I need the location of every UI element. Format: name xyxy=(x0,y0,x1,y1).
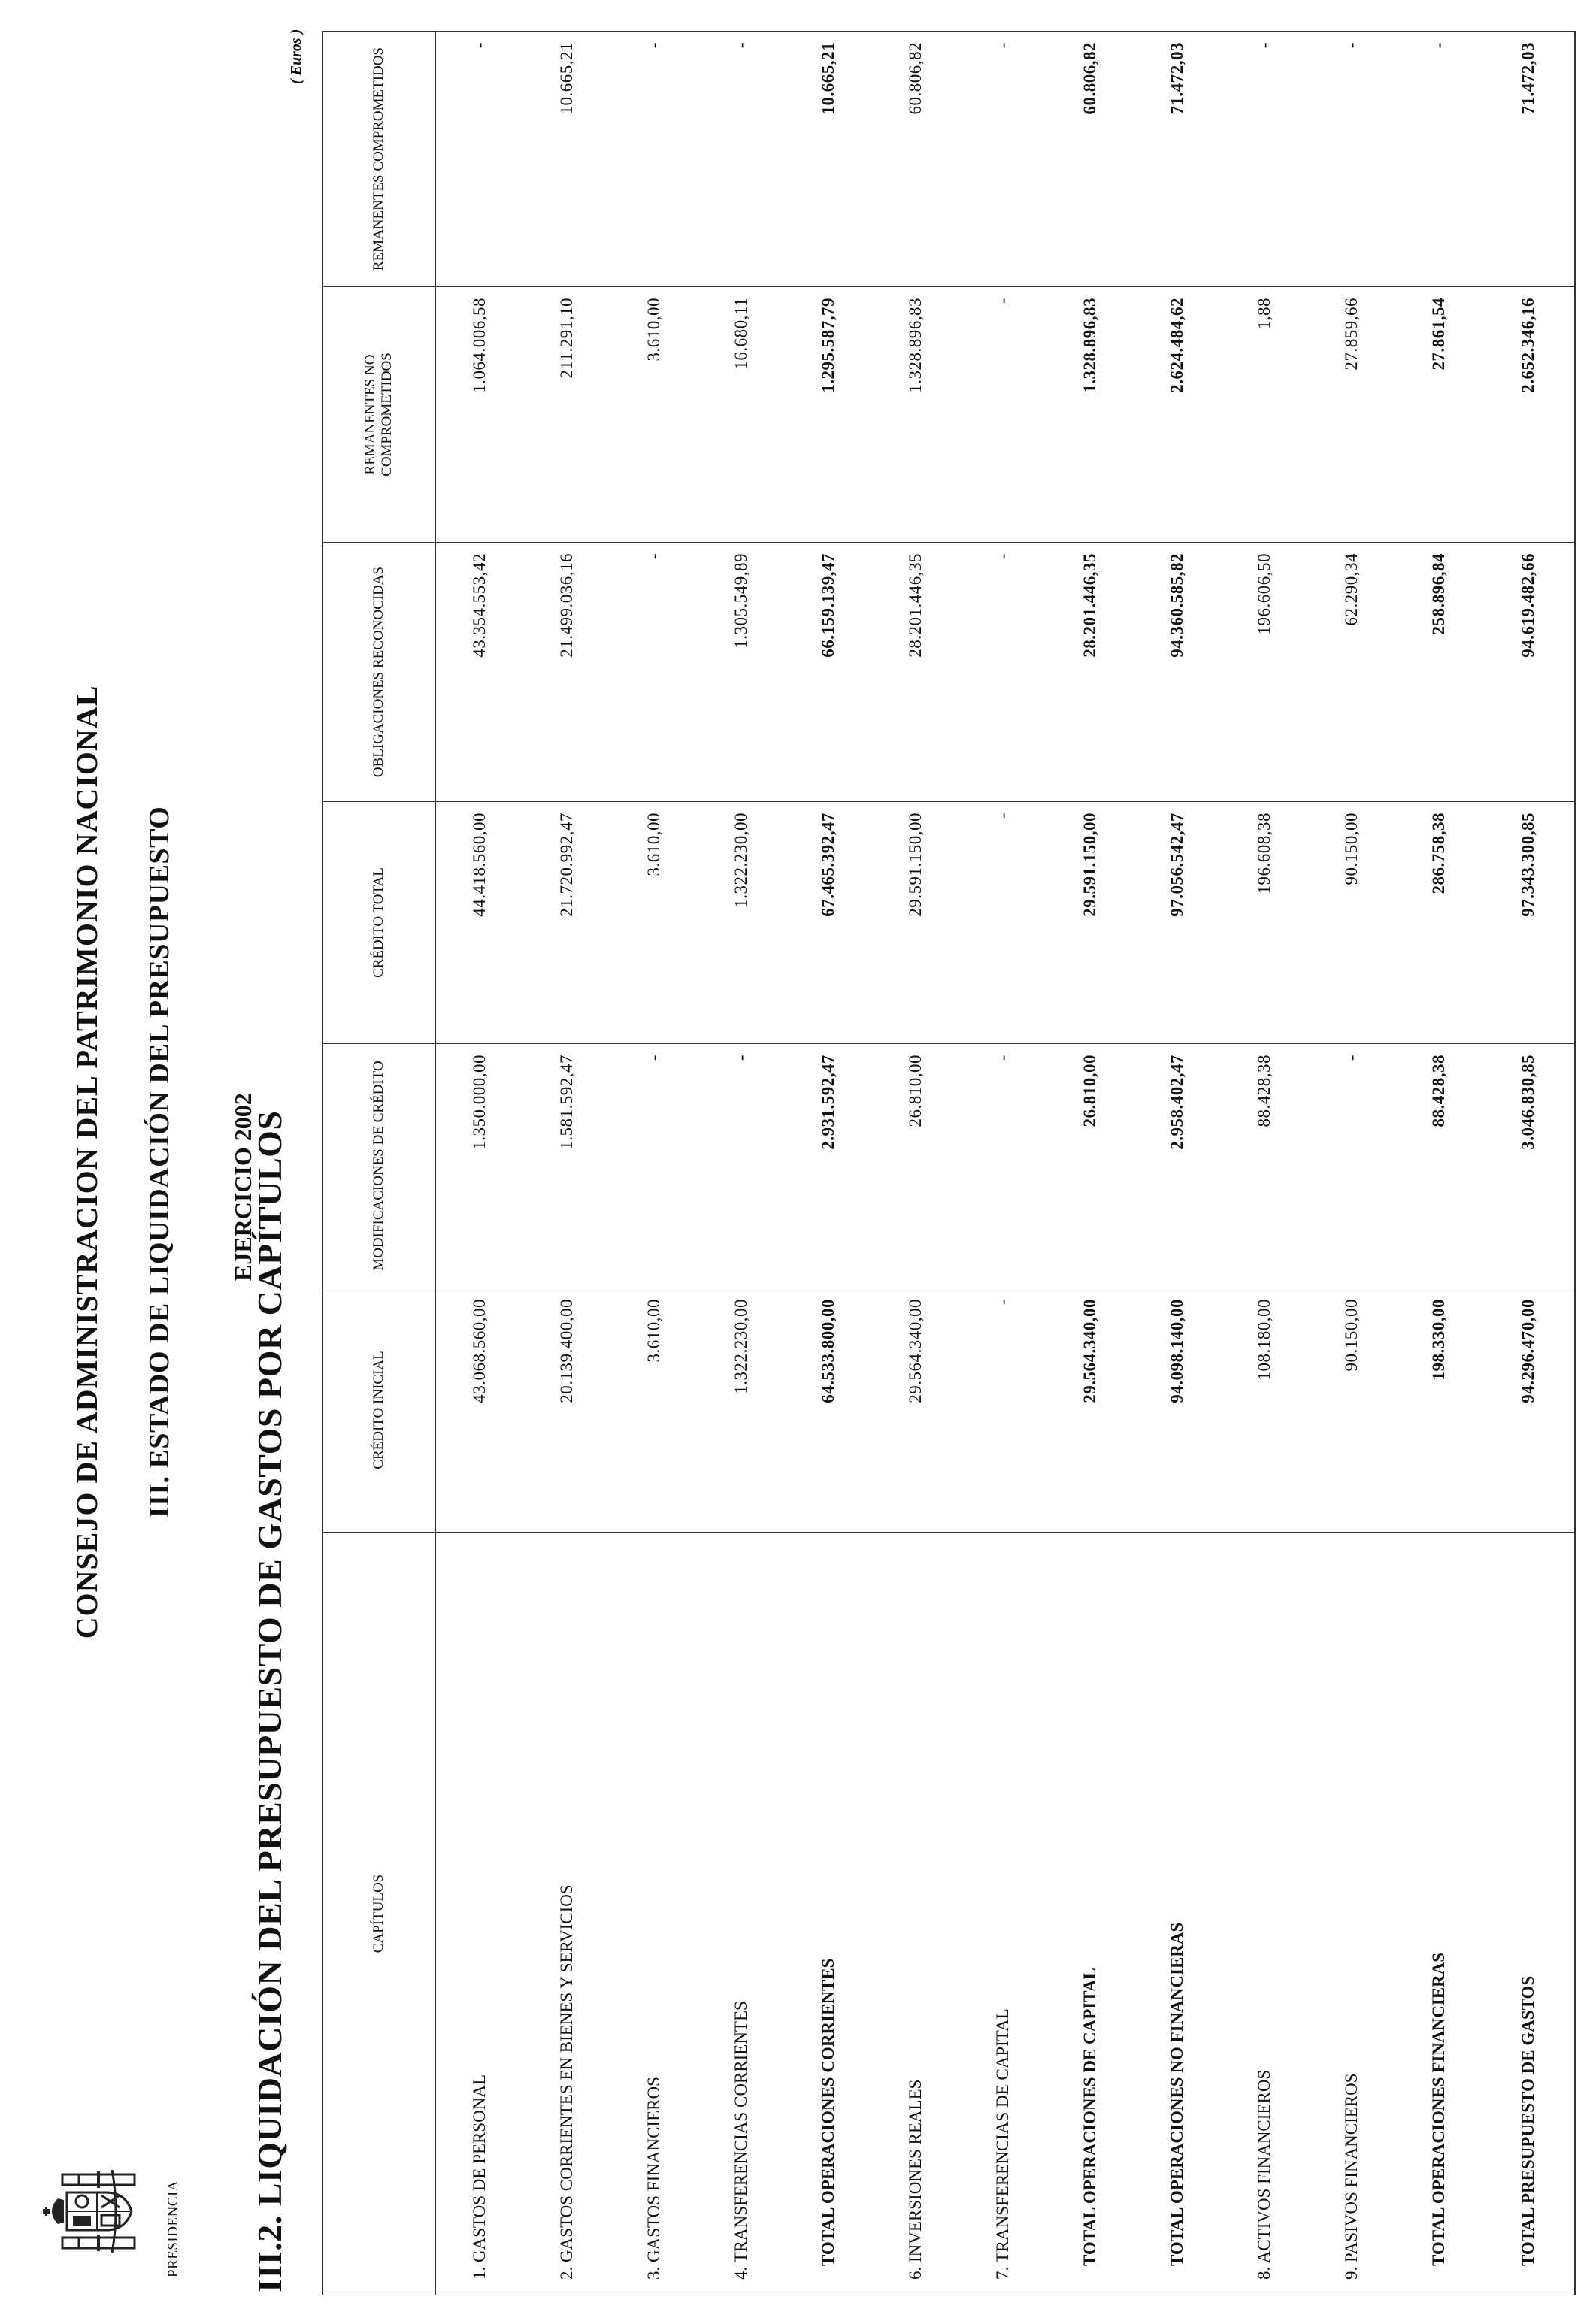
institution-label: PRESIDENCIA xyxy=(165,2180,181,2277)
cell-modificaciones: 3.046.830,85 xyxy=(1482,1044,1575,1288)
cell-obligaciones: 28.201.446,35 xyxy=(1046,543,1134,802)
cell-remanentes-comp: - xyxy=(1308,32,1395,287)
column-header: CAPÍTULOS xyxy=(323,1533,435,2295)
cell-credito-inicial: 94.098.140,00 xyxy=(1134,1288,1221,1533)
cell-modificaciones: 1.350.000,00 xyxy=(435,1044,523,1288)
cell-credito-total: 90.150,00 xyxy=(1308,802,1395,1044)
table-row xyxy=(523,32,610,2295)
row-label: 3. GASTOS FINANCIEROS xyxy=(610,1533,698,2295)
cell-remanentes-no: 1.064.006,58 xyxy=(435,287,523,543)
cell-credito-total: 3.610,00 xyxy=(610,802,698,1044)
cell-remanentes-comp: - xyxy=(959,32,1046,287)
fiscal-year: EJERCICIO 2002 xyxy=(229,1093,256,1281)
cell-remanentes-comp: 71.472,03 xyxy=(1482,32,1575,287)
table-row xyxy=(1221,32,1308,2295)
cell-credito-total: 29.591.150,00 xyxy=(872,802,959,1044)
cell-credito-total: - xyxy=(959,802,1046,1044)
cell-credito-inicial: - xyxy=(959,1288,1046,1533)
cell-remanentes-no: 1.328.896,83 xyxy=(872,287,959,543)
organization-title: CONSEJO DE ADMINISTRACION DEL PATRIMONIO NACIONAL xyxy=(70,685,104,1639)
cell-modificaciones: 88.428,38 xyxy=(1395,1044,1482,1288)
row-label: 4. TRANSFERENCIAS CORRIENTES xyxy=(698,1533,785,2295)
cell-remanentes-no: 211.291,10 xyxy=(523,287,610,543)
cell-obligaciones: - xyxy=(610,543,698,802)
table-total-row xyxy=(785,32,872,2295)
cell-obligaciones: 21.499.036,16 xyxy=(523,543,610,802)
cell-modificaciones: - xyxy=(1308,1044,1395,1288)
cell-credito-inicial: 64.533.800,00 xyxy=(785,1288,872,1533)
cell-modificaciones: - xyxy=(610,1044,698,1288)
row-label: 1. GASTOS DE PERSONAL xyxy=(435,1533,523,2295)
cell-credito-inicial: 198.330,00 xyxy=(1395,1288,1482,1533)
cell-obligaciones: 66.159.139,47 xyxy=(785,543,872,802)
cell-credito-inicial: 3.610,00 xyxy=(610,1288,698,1533)
column-header: MODIFICACIONES DE CRÉDITO xyxy=(323,1044,435,1288)
cell-modificaciones: 88.428,38 xyxy=(1221,1044,1308,1288)
table-row xyxy=(435,32,523,2295)
cell-obligaciones: - xyxy=(959,543,1046,802)
cell-remanentes-no: 1,88 xyxy=(1221,287,1308,543)
table-row xyxy=(872,32,959,2295)
table-total-row xyxy=(1395,32,1482,2295)
cell-modificaciones: 1.581.592,47 xyxy=(523,1044,610,1288)
row-label: 9. PASIVOS FINANCIEROS xyxy=(1308,1533,1395,2295)
cell-obligaciones: 43.354.553,42 xyxy=(435,543,523,802)
cell-credito-total: 97.056.542,47 xyxy=(1134,802,1221,1044)
cell-credito-total: 21.720.992,47 xyxy=(523,802,610,1044)
cell-remanentes-no: 27.861,54 xyxy=(1395,287,1482,543)
column-header: CRÉDITO TOTAL xyxy=(323,802,435,1044)
table-row xyxy=(610,32,698,2295)
cell-credito-inicial: 1.322.230,00 xyxy=(698,1288,785,1533)
cell-credito-inicial: 108.180,00 xyxy=(1221,1288,1308,1533)
budget-table xyxy=(322,31,1576,2295)
cell-credito-total: 1.322.230,00 xyxy=(698,802,785,1044)
cell-obligaciones: 62.290,34 xyxy=(1308,543,1395,802)
row-label: TOTAL OPERACIONES DE CAPITAL xyxy=(1046,1533,1134,2295)
cell-modificaciones: 26.810,00 xyxy=(1046,1044,1134,1288)
row-label: 2. GASTOS CORRIENTES EN BIENES Y SERVICIOS xyxy=(523,1533,610,2295)
table-header-row xyxy=(323,32,435,2295)
cell-remanentes-comp: - xyxy=(610,32,698,287)
cell-remanentes-comp: - xyxy=(1395,32,1482,287)
cell-remanentes-no: 16.680,11 xyxy=(698,287,785,543)
cell-remanentes-no: 27.859,66 xyxy=(1308,287,1395,543)
cell-obligaciones: 1.305.549,89 xyxy=(698,543,785,802)
cell-credito-inicial: 29.564.340,00 xyxy=(872,1288,959,1533)
table-row xyxy=(1308,32,1395,2295)
cell-remanentes-no: 2.624.484,62 xyxy=(1134,287,1221,543)
cell-credito-total: 67.465.392,47 xyxy=(785,802,872,1044)
table-row xyxy=(698,32,785,2295)
cell-credito-total: 286.758,38 xyxy=(1395,802,1482,1044)
cell-remanentes-no: - xyxy=(959,287,1046,543)
cell-modificaciones: 2.931.592,47 xyxy=(785,1044,872,1288)
table-row xyxy=(959,32,1046,2295)
cell-credito-total: 44.418.560,00 xyxy=(435,802,523,1044)
row-label: TOTAL OPERACIONES CORRIENTES xyxy=(785,1533,872,2295)
cell-remanentes-comp: - xyxy=(698,32,785,287)
table-total-row xyxy=(1482,32,1575,2295)
cell-credito-inicial: 20.139.400,00 xyxy=(523,1288,610,1533)
cell-credito-total: 97.343.300,85 xyxy=(1482,802,1575,1044)
cell-remanentes-comp: 60.806,82 xyxy=(1046,32,1134,287)
cell-modificaciones: 26.810,00 xyxy=(872,1044,959,1288)
cell-remanentes-no: 2.652.346,16 xyxy=(1482,287,1575,543)
cell-obligaciones: 94.360.585,82 xyxy=(1134,543,1221,802)
column-header: REMANENTES NO COMPROMETIDOS xyxy=(323,287,435,543)
cell-credito-inicial: 43.068.560,00 xyxy=(435,1288,523,1533)
cell-remanentes-comp: 10.665,21 xyxy=(523,32,610,287)
cell-modificaciones: - xyxy=(698,1044,785,1288)
cell-modificaciones: 2.958.402,47 xyxy=(1134,1044,1221,1288)
cell-remanentes-comp: - xyxy=(1221,32,1308,287)
cell-obligaciones: 196.606,50 xyxy=(1221,543,1308,802)
cell-modificaciones: - xyxy=(959,1044,1046,1288)
cell-remanentes-comp: 60.806,82 xyxy=(872,32,959,287)
currency-units: ( Euros ) xyxy=(288,29,304,84)
table-total-row xyxy=(1046,32,1134,2295)
cell-obligaciones: 28.201.446,35 xyxy=(872,543,959,802)
cell-credito-inicial: 29.564.340,00 xyxy=(1046,1288,1134,1533)
column-header: REMANENTES COMPROMETIDOS xyxy=(323,32,435,287)
row-label: TOTAL PRESUPUESTO DE GASTOS xyxy=(1482,1533,1575,2295)
cell-obligaciones: 258.896,84 xyxy=(1395,543,1482,802)
row-label: 7. TRANSFERENCIAS DE CAPITAL xyxy=(959,1533,1046,2295)
row-label: 8. ACTIVOS FINANCIEROS xyxy=(1221,1533,1308,2295)
row-label: 6. INVERSIONES REALES xyxy=(872,1533,959,2295)
cell-credito-total: 29.591.150,00 xyxy=(1046,802,1134,1044)
cell-obligaciones: 94.619.482,66 xyxy=(1482,543,1575,802)
document-title: III.2. LIQUIDACIÓN DEL PRESUPUESTO DE GASTOS POR CAPÍTULOS xyxy=(250,1110,289,2292)
cell-credito-inicial: 94.296.470,00 xyxy=(1482,1288,1575,1533)
column-header: OBLIGACIONES RECONOCIDAS xyxy=(323,543,435,802)
cell-credito-total: 196.608,38 xyxy=(1221,802,1308,1044)
table-total-row xyxy=(1134,32,1221,2295)
cell-remanentes-no: 3.610,00 xyxy=(610,287,698,543)
table-body xyxy=(435,32,1575,2295)
cell-remanentes-comp: 71.472,03 xyxy=(1134,32,1221,287)
cell-remanentes-no: 1.328.896,83 xyxy=(1046,287,1134,543)
cell-remanentes-no: 1.295.587,79 xyxy=(785,287,872,543)
cell-remanentes-comp: 10.665,21 xyxy=(785,32,872,287)
section-title: III. ESTADO DE LIQUIDACIÓN DEL PRESUPUESTO xyxy=(144,806,175,1518)
row-label: TOTAL OPERACIONES FINANCIERAS xyxy=(1395,1533,1482,2295)
cell-remanentes-comp: - xyxy=(435,32,523,287)
column-header: CRÉDITO INICIAL xyxy=(323,1288,435,1533)
row-label: TOTAL OPERACIONES NO FINANCIERAS xyxy=(1134,1533,1221,2295)
cell-credito-inicial: 90.150,00 xyxy=(1308,1288,1395,1533)
